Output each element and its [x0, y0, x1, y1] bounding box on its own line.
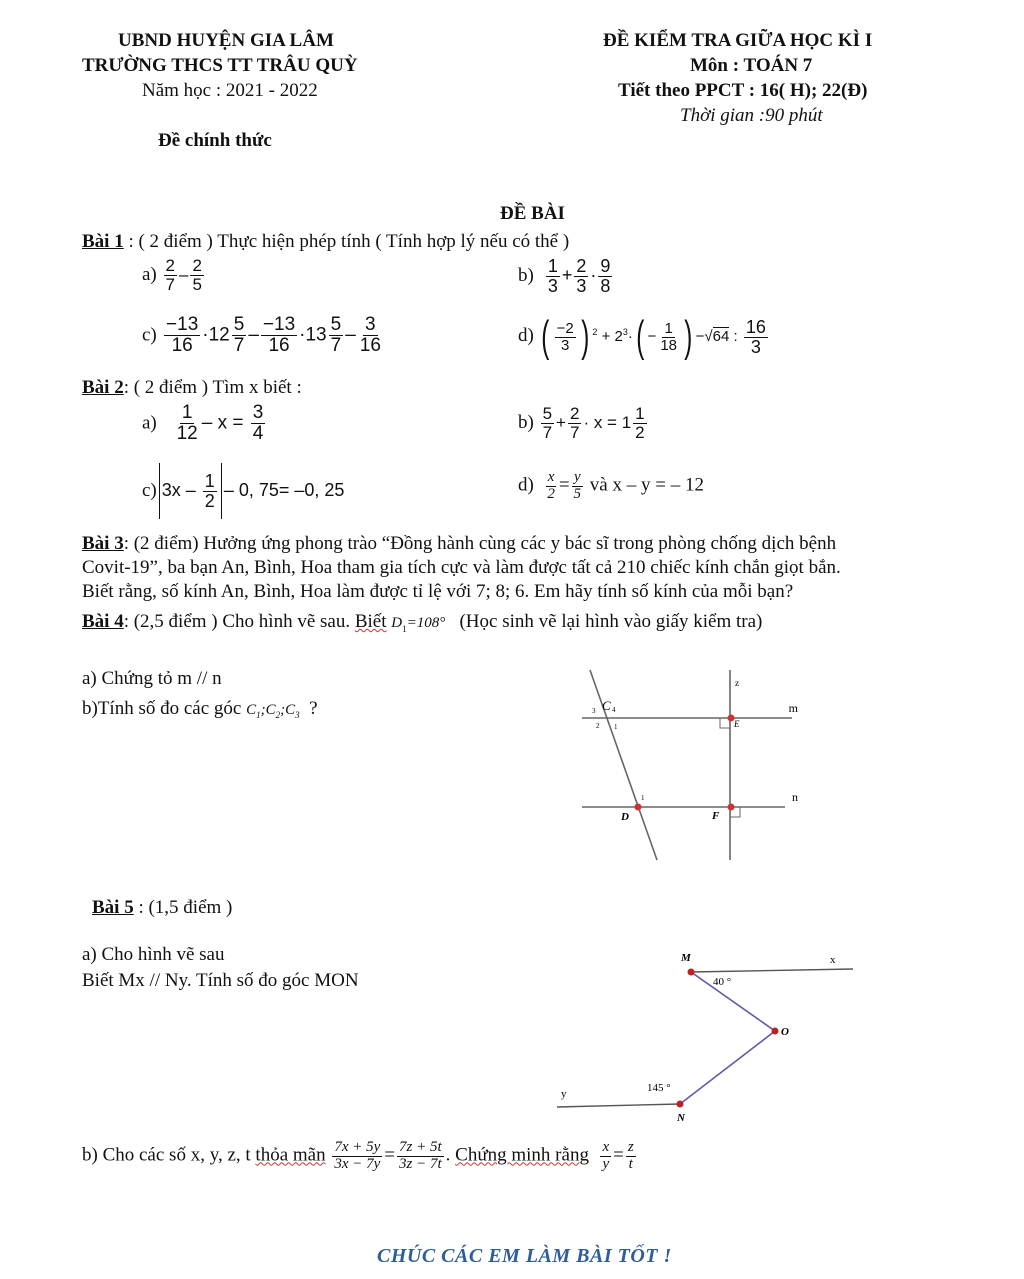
exam-title: ĐỀ KIỂM TRA GIỮA HỌC KÌ I — [603, 30, 873, 51]
label-145: 145 ° — [647, 1082, 671, 1094]
exam-period: Tiết theo PPCT : 16( H); 22(Đ) — [618, 80, 868, 101]
bai3-label: Bài 3 — [82, 533, 124, 554]
label-d1: 1 — [641, 794, 645, 802]
label-y: y — [561, 1088, 567, 1100]
bai3-line2: Covit-19”, ba bạn An, Bình, Hoa tham gia tích cực và làm được tất cả 210 chiếc kính chắn giọt bắn. — [82, 557, 841, 578]
bai5-heading: Bài 5 : (1,5 điểm ) — [92, 897, 233, 918]
label-D: D — [621, 811, 629, 823]
bai5-a1: a) Cho hình vẽ sau — [82, 944, 225, 965]
label-n: n — [792, 790, 798, 804]
bai2-a: a) $\frac{1}{12}$ – x = $\frac{3}{4}$ — [142, 402, 264, 444]
label-x: x — [830, 954, 836, 966]
bai1-heading — [82, 231, 569, 253]
label-E: E — [734, 719, 740, 729]
school-year: Năm học : 2021 - 2022 — [142, 80, 318, 101]
page-title: ĐỀ BÀI — [500, 203, 565, 224]
bai2-label: Bài 2 — [82, 377, 124, 398]
bai1-text: : ( 2 điểm ) Thực hiện phép tính ( Tính hợp lý nếu có thể ) — [123, 231, 570, 252]
label-c3: 3 — [592, 707, 596, 715]
bai3-line3: Biết rằng, số kính An, Bình, Hoa làm được tỉ lệ với 7; 8; 6. Em hãy tính số kính của mỗi bạn? — [82, 581, 794, 602]
label-F: F — [712, 810, 720, 822]
figure-mon-angle — [555, 945, 865, 1125]
bai1-c: c) $\frac{-13}{16}$ ·12 $\frac{5}{7}$ – $\frac{-13}{16}$ ·13 $\frac{5}{7}$ – $\frac{3}{16}$ — [142, 314, 381, 356]
bai1-label: Bài 1 — [82, 231, 124, 252]
label-c1: 1 — [614, 723, 618, 731]
bai5-label: Bài 5 — [92, 897, 134, 918]
bai2-heading — [82, 377, 302, 399]
label-z: z — [735, 678, 739, 688]
bai2-c: c) 3x – $\frac{1}{2}$ – 0, 75= –0, 25 — [142, 463, 344, 519]
footer-wish: CHÚC CÁC EM LÀM BÀI TỐT ! — [377, 1245, 672, 1267]
figure-parallel-lines — [580, 660, 800, 865]
label-C: C — [602, 698, 611, 713]
bai4-b: b)Tính số đo các góc $C_1;C_2;C_3$ ? — [82, 698, 318, 720]
bai2-d: d) $\frac{x}{2}$ = $\frac{y}{5}$ và x – y = – 12 — [518, 469, 704, 502]
school-district: UBND HUYỆN GIA LÂM — [118, 30, 334, 51]
bai2-b: b) $\frac{5}{7}$ + $\frac{2}{7}$ · x = 1 $\frac{1}{2}$ — [518, 404, 645, 442]
bai1-b: b) $\frac{1}{3}$ + $\frac{2}{3}$ · $\frac{9}{8}$ — [518, 256, 611, 296]
bai2-text: : ( 2 điểm ) Tìm x biết : — [123, 377, 302, 398]
bai4-heading: Bài 4: (2,5 điểm ) Cho hình vẽ sau. Biết $D_1=108^\circ$ (Học sinh vẽ lại hình vào giấy kiểm tra) — [82, 611, 763, 634]
bai5-a2: Biết Mx // Ny. Tính số đo góc MON — [82, 970, 359, 991]
bai5-b: b) Cho các số x, y, z, t thỏa mãn $\frac{7x + 5y}{3x - 7y}$ = $\frac{7z + 5t}{3z - 7t}$ . Chứng minh rằng $\frac{x}{y}$ = $\frac{z}{t}$ — [82, 1139, 634, 1172]
exam-duration: Thời gian :90 phút — [680, 105, 823, 126]
label-N: N — [677, 1112, 685, 1124]
exam-subject: Môn : TOÁN 7 — [690, 55, 813, 76]
official-label: Đề chính thức — [158, 130, 272, 151]
label-c4: 4 — [612, 706, 616, 714]
label-O: O — [781, 1026, 789, 1038]
bai1-a: a) $\frac{2}{7}$ – $\frac{2}{5}$ — [142, 256, 202, 294]
school-name: TRƯỜNG THCS TT TRÂU QUỲ — [82, 55, 358, 76]
bai3-line1: Bài 3: (2 điểm) Hưởng ứng phong trào “Đồng hành cùng các y bác sĩ trong phòng chống dịch bệnh — [82, 533, 837, 554]
label-M: M — [681, 952, 691, 964]
bai4-label: Bài 4 — [82, 611, 124, 632]
label-40: 40 ° — [713, 976, 732, 988]
label-m: m — [788, 701, 798, 715]
bai4-a: a) Chứng tỏ m // n — [82, 668, 222, 689]
bai1-d: d) ( $\frac{-2}{3}$ ) $^2 + 2^3\cdot$( − $\frac{1}{18}$ ) −√64 : $\frac{16}{3}$ — [518, 312, 766, 361]
label-c2: 2 — [596, 722, 600, 730]
